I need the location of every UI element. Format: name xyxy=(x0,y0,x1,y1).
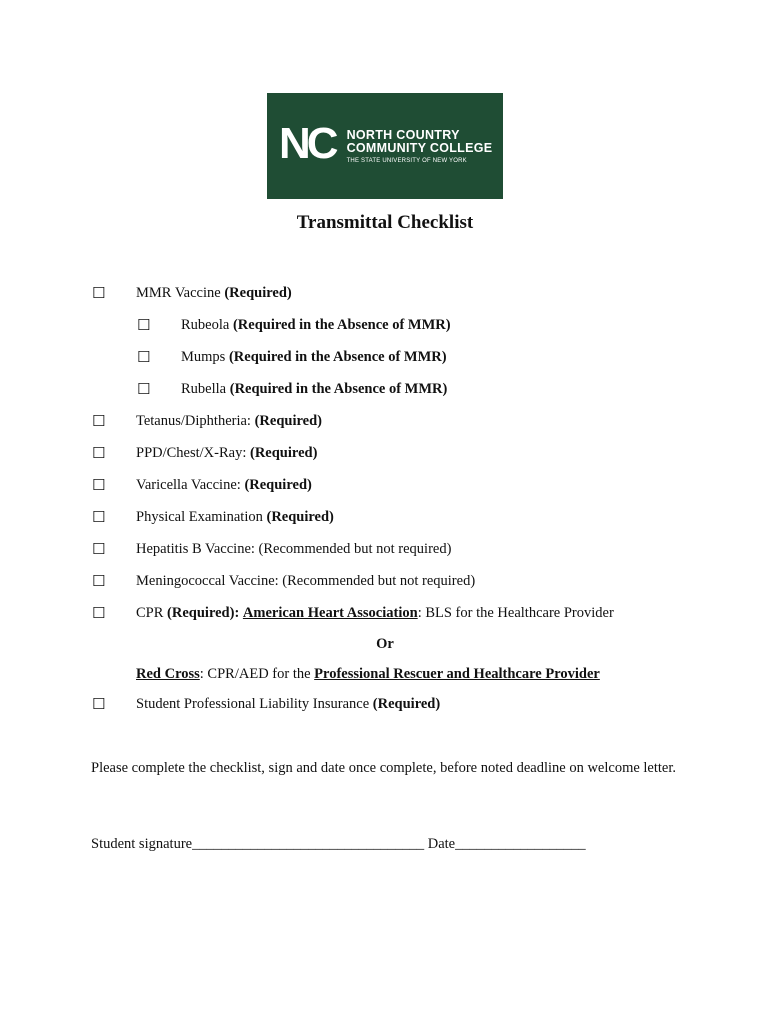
checkbox-meningococcal[interactable]: ☐ xyxy=(92,572,106,590)
required-label: (Required) xyxy=(244,477,312,493)
item-tetanus xyxy=(136,413,322,430)
item-cpr-alternative xyxy=(136,666,600,683)
item-label: Student Professional Liability Insurance xyxy=(136,696,373,712)
aha-course: : BLS for the Healthcare Provider xyxy=(417,605,614,621)
date-label: Date xyxy=(424,836,456,852)
item-label: Hepatitis B Vaccine: (Recommended but not required) xyxy=(136,541,452,557)
item-label: Physical Examination xyxy=(136,509,267,525)
signature-field[interactable]: ________________________________ xyxy=(192,836,425,852)
required-label: (Required) xyxy=(224,285,292,301)
logo-subtitle: THE STATE UNIVERSITY OF NEW YORK xyxy=(346,157,467,164)
checkbox-mumps[interactable]: ☐ xyxy=(137,348,151,366)
or-separator: Or xyxy=(376,636,394,652)
checkbox-rubeola[interactable]: ☐ xyxy=(137,316,151,334)
checkbox-rubella[interactable]: ☐ xyxy=(137,380,151,398)
required-label: (Required in the Absence of MMR) xyxy=(229,381,448,397)
item-label: Tetanus/Diphtheria: xyxy=(136,413,255,429)
item-rubeola xyxy=(181,317,451,334)
checkbox-insurance[interactable]: ☐ xyxy=(92,695,106,713)
required-label: (Required) xyxy=(250,445,318,461)
instructions-note: Please complete the checklist, sign and date once complete, before noted deadline on welcome letter. xyxy=(91,760,677,776)
checkbox-hepatitis-b[interactable]: ☐ xyxy=(92,540,106,558)
red-cross-text: : CPR/AED for the xyxy=(199,666,315,682)
signature-line xyxy=(91,836,586,853)
red-cross-name: Red Cross xyxy=(136,666,200,682)
item-mumps xyxy=(181,349,447,366)
aha-name: American Heart Association xyxy=(242,605,418,621)
item-meningococcal xyxy=(136,573,475,590)
checkbox-varicella[interactable]: ☐ xyxy=(92,476,106,494)
item-varicella xyxy=(136,477,312,494)
item-mmr xyxy=(136,285,292,302)
logo-text xyxy=(347,129,493,164)
item-label: Rubeola xyxy=(181,317,233,333)
college-logo xyxy=(267,93,503,199)
item-label: Varicella Vaccine: xyxy=(136,477,245,493)
page-title: Transmittal Checklist xyxy=(296,212,474,233)
required-label: (Required in the Absence of MMR) xyxy=(232,317,451,333)
item-hepatitis-b xyxy=(136,541,451,558)
item-ppd xyxy=(136,445,317,462)
item-label: PPD/Chest/X-Ray: xyxy=(136,445,250,461)
red-cross-course: Professional Rescuer and Healthcare Provider xyxy=(314,666,600,682)
signature-label: Student signature xyxy=(91,836,193,852)
logo-mark: NC xyxy=(279,119,335,168)
required-label: (Required) xyxy=(266,509,334,525)
item-insurance xyxy=(136,696,440,713)
item-label: MMR Vaccine xyxy=(136,285,225,301)
item-label: Rubella xyxy=(181,381,230,397)
item-cpr xyxy=(136,605,614,622)
item-label: Mumps xyxy=(181,349,229,365)
item-label: Meningococcal Vaccine: (Recommended but not required) xyxy=(136,573,476,589)
checkbox-cpr[interactable]: ☐ xyxy=(92,604,106,622)
checkbox-tetanus[interactable]: ☐ xyxy=(92,412,106,430)
required-label: (Required in the Absence of MMR) xyxy=(228,349,447,365)
date-field[interactable]: __________________ xyxy=(455,836,586,852)
checkbox-physical[interactable]: ☐ xyxy=(92,508,106,526)
required-label: (Required): xyxy=(167,605,240,621)
required-label: (Required) xyxy=(372,696,441,712)
item-physical xyxy=(136,509,334,526)
checkbox-mmr[interactable]: ☐ xyxy=(92,284,106,302)
logo-line1: NORTH COUNTRY xyxy=(346,127,460,142)
item-label: CPR xyxy=(136,605,168,621)
item-rubella xyxy=(181,381,447,398)
checkbox-ppd[interactable]: ☐ xyxy=(92,444,106,462)
logo-line2: COMMUNITY COLLEGE xyxy=(346,140,493,155)
required-label: (Required) xyxy=(254,413,322,429)
